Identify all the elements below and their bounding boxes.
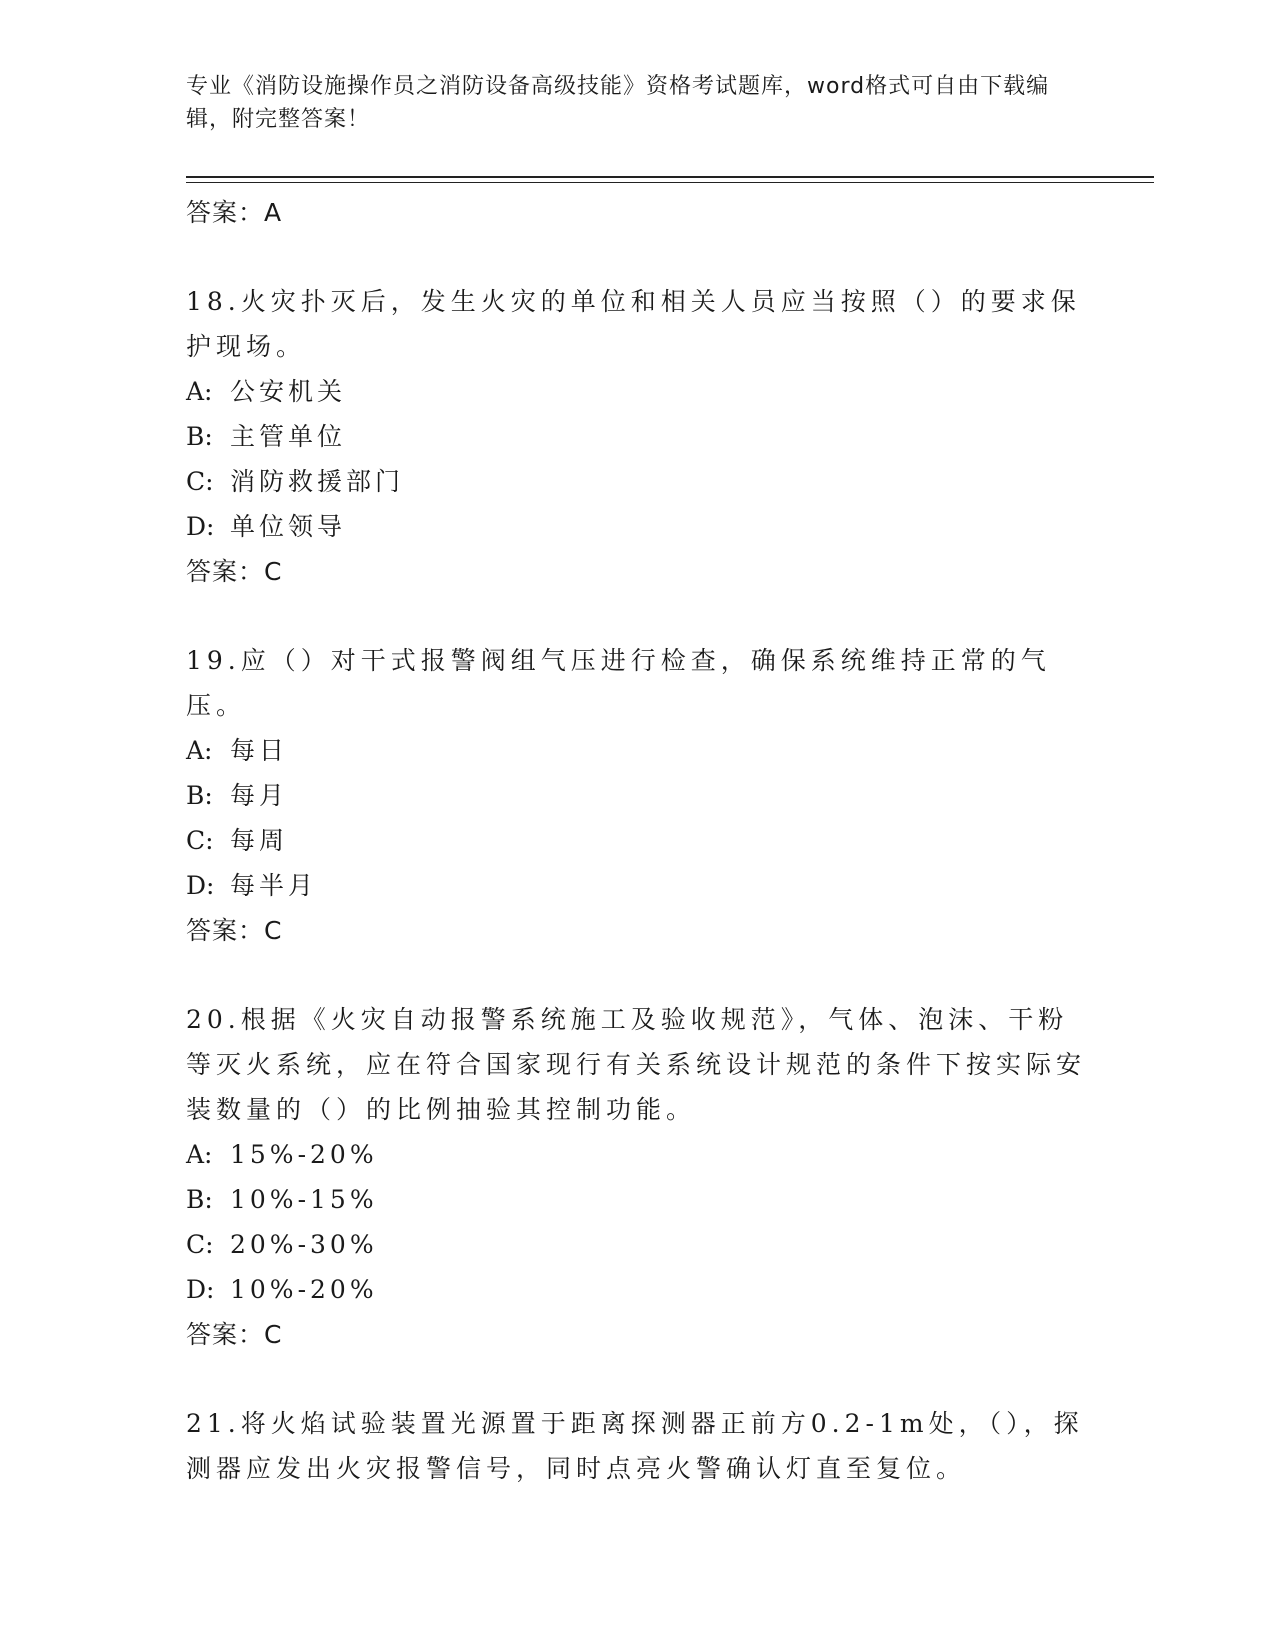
option-label: D: xyxy=(186,512,215,541)
option-label: A: xyxy=(186,377,213,406)
option-c xyxy=(186,818,1086,863)
option-text: 公安机关 xyxy=(230,377,347,406)
option-text: 每半月 xyxy=(230,871,318,900)
question-list xyxy=(186,188,1086,1491)
option-label: D: xyxy=(186,1275,215,1304)
option-text: 主管单位 xyxy=(230,422,347,451)
option-b xyxy=(186,1177,1086,1222)
option-label: C: xyxy=(186,467,214,496)
option-d xyxy=(186,1267,1086,1312)
option-a xyxy=(186,728,1086,773)
option-d xyxy=(186,504,1086,549)
option-d xyxy=(186,863,1086,908)
header-rule-thin xyxy=(186,182,1154,183)
question-text: 18.火灾扑灭后，发生火灾的单位和相关人员应当按照（）的要求保护现场。 xyxy=(186,287,1081,361)
option-label: D: xyxy=(186,871,215,900)
document-header: 专业《消防设施操作员之消防设备高级技能》资格考试题库，word格式可自由下载编辑，附完整答案！ xyxy=(186,74,1050,132)
answer-line: 答案：C xyxy=(186,1320,283,1349)
answer-line: 答案：A xyxy=(186,198,283,227)
option-label: B: xyxy=(186,422,213,451)
option-text: 消防救援部门 xyxy=(230,467,405,496)
option-c xyxy=(186,1222,1086,1267)
option-text: 单位领导 xyxy=(230,512,347,541)
header-rule-thick xyxy=(186,176,1154,178)
question-text: 19.应（）对干式报警阀组气压进行检查，确保系统维持正常的气压。 xyxy=(186,646,1051,720)
option-text: 10%-15% xyxy=(230,1185,378,1214)
option-label: A: xyxy=(186,736,213,765)
answer-line: 答案：C xyxy=(186,916,283,945)
option-text: 每周 xyxy=(230,826,289,855)
option-label: C: xyxy=(186,1230,214,1259)
option-text: 每日 xyxy=(230,736,289,765)
option-text: 10%-20% xyxy=(230,1275,378,1304)
option-text: 15%-20% xyxy=(230,1140,378,1169)
option-a xyxy=(186,369,1086,414)
option-label: C: xyxy=(186,826,214,855)
option-label: A: xyxy=(186,1140,213,1169)
question-text: 20.根据《火灾自动报警系统施工及验收规范》，气体、泡沫、干粉等灭火系统，应在符合国家现行有关系统设计规范的条件下按实际安装数量的（）的比例抽验其控制功能。 xyxy=(186,1005,1087,1124)
question-text: 21.将火焰试验装置光源置于距离探测器正前方0.2-1m处，（），探测器应发出火灾报警信号，同时点亮火警确认灯直至复位。 xyxy=(186,1409,1084,1483)
option-a xyxy=(186,1132,1086,1177)
answer-line: 答案：C xyxy=(186,557,283,586)
option-b xyxy=(186,414,1086,459)
option-label: B: xyxy=(186,1185,213,1214)
option-label: B: xyxy=(186,781,213,810)
option-c xyxy=(186,459,1086,504)
option-text: 每月 xyxy=(230,781,289,810)
option-text: 20%-30% xyxy=(230,1230,378,1259)
option-b xyxy=(186,773,1086,818)
